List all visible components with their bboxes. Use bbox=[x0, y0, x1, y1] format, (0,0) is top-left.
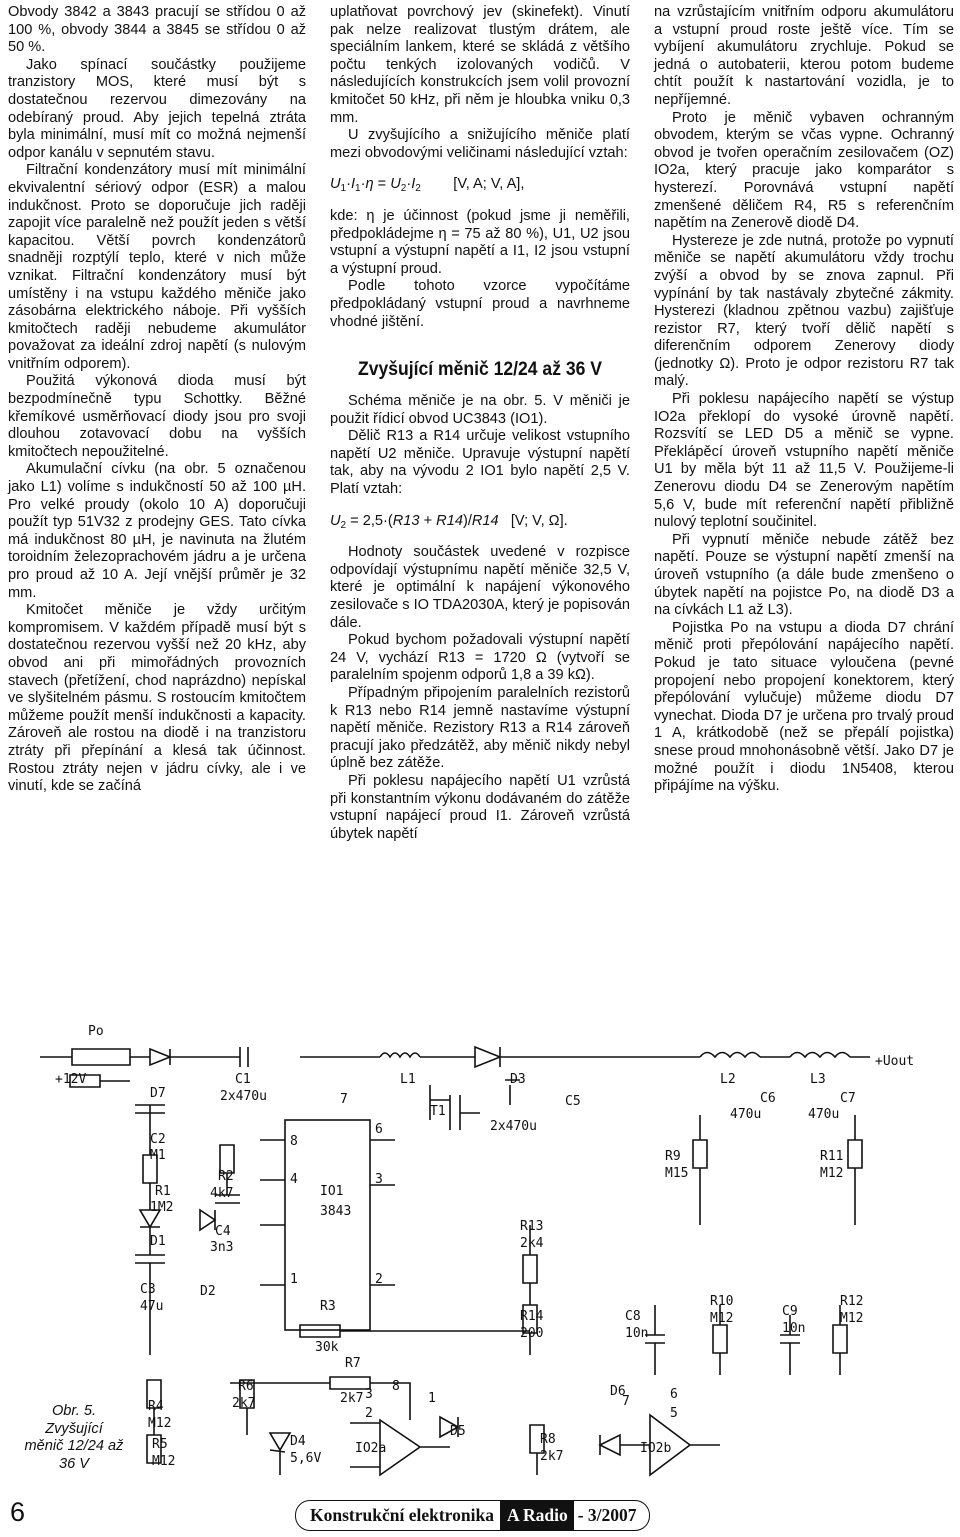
formula-divider: $U_2 = 2,5\cdot(R13 + R14)/R14$ [V; V, Ω]. bbox=[330, 512, 568, 531]
opamp-pin-2: 2 bbox=[365, 1406, 373, 1421]
label-vin: +12V bbox=[55, 1072, 87, 1087]
paragraph: Proto je měnič vybaven ochranným obvodem, kterým se včas vypne. Ochranný obvod je tvořen operačním zesilovačem (OZ) IO2a, který pracuje jako komparátor s hysterezí. Porovnává vstupní napětí zmenšené děličem R4, R5 s referenčním napětím na Zenerově diodě D4. bbox=[654, 109, 954, 232]
pin-7: 7 bbox=[340, 1092, 348, 1107]
page-number: 6 bbox=[10, 1497, 26, 1527]
paragraph: Pojistka Po na vstupu a dioda D7 chrání měnič proti přepólování napájecího napětí. Pokud je tato situace vyloučena (pevné propojení nebo propojení konektorem, který přepólování vylučuje) můžeme diodu D7 vynechat. Dioda D7 je určena pro trvalý proud 1 A, krátkodobě (než se přepálí pojistka) snese proud mnohonásobně větší. Jako D7 je možné použít i diodu 1N5408, kterou připájíme na výšku. bbox=[654, 619, 954, 795]
label-r11: R11 bbox=[820, 1149, 844, 1164]
opamp-pin-8: 8 bbox=[392, 1379, 400, 1394]
formula-power: $U_1\cdot I_1\cdot\eta = U_2\cdot I_2$ [V, A; V, A], bbox=[330, 176, 525, 195]
label-r11v: M12 bbox=[820, 1166, 844, 1181]
label-d1: D1 bbox=[150, 1234, 166, 1249]
label-d2: D2 bbox=[200, 1284, 216, 1299]
pin-2: 2 bbox=[375, 1272, 383, 1287]
label-c9: C9 bbox=[782, 1304, 798, 1319]
paragraph: Při poklesu napájecího napětí se výstup IO2a překlopí do vysoké úrovně napětí. Rozsvítí se LED D5 a měnič se vypne. Překlápěcí úroveň vstupního napětí měniče U1 by měla být 11 až 11,5 V. Použijeme-li Zenerovu diodu D4 se Zenerovým napětím 5,6 V, bude mít referenční napětí přibližně nulový teplotní součinitel. bbox=[654, 391, 954, 531]
publication-name: Konstrukční elektronika bbox=[295, 1500, 501, 1531]
label-io2b: IO2b bbox=[640, 1441, 672, 1456]
label-r12v: M12 bbox=[840, 1311, 864, 1326]
label-c5v: 2x470u bbox=[490, 1119, 537, 1134]
label-l3: L3 bbox=[810, 1072, 826, 1087]
column-2 bbox=[330, 4, 630, 843]
label-r8v: 2k7 bbox=[540, 1449, 564, 1464]
section-heading: Zvyšující měnič 12/24 až 36 V bbox=[358, 358, 602, 381]
label-t1: T1 bbox=[430, 1104, 446, 1119]
label-c1v: 2x470u bbox=[220, 1089, 267, 1104]
label-d4: D4 bbox=[290, 1434, 306, 1449]
label-r10: R10 bbox=[710, 1294, 734, 1309]
paragraph: Při vypnutí měniče nebude zátěž bez napětí. Pouze se výstupní napětí zmenší na úroveň vstupního (a dále bude zmenšeno o úbytek napětí na pojistce Po, na diodě D3 a na cívkách L1 až L3). bbox=[654, 531, 954, 619]
label-c8: C8 bbox=[625, 1309, 641, 1324]
label-r3v: 30k bbox=[315, 1340, 339, 1355]
paragraph: kde: η je účinnost (pokud jsme ji neměřili, předpokládejme η = 75 až 80 %), U1, U2 jsou vstupní a výstupní napětí a I1, I2 jsou vstupní a výstupní proud. bbox=[330, 207, 630, 277]
circuit-schematic bbox=[0, 1005, 960, 1485]
label-c5: C5 bbox=[565, 1094, 581, 1109]
paragraph: Dělič R13 a R14 určuje velikost vstupního napětí U2 měniče. Upravuje výstupní napětí tak, aby na vývodu 2 IO1 bylo napětí 2,5 V. Platí vztah: bbox=[330, 428, 630, 498]
label-c1: C1 bbox=[235, 1072, 251, 1087]
paragraph: Schéma měniče je na obr. 5. V měniči je použit řídicí obvod UC3843 (IO1). bbox=[330, 393, 630, 427]
pin-6: 6 bbox=[375, 1122, 383, 1137]
label-c3: C3 bbox=[140, 1282, 156, 1297]
label-c3v: 47u bbox=[140, 1299, 164, 1314]
label-c7: C7 bbox=[840, 1091, 856, 1106]
label-io2a: IO2a bbox=[355, 1441, 387, 1456]
figure-caption: Obr. 5. Zvyšující měnič 12/24 až 36 V bbox=[24, 1403, 124, 1472]
label-vout: +Uout bbox=[875, 1054, 915, 1069]
label-l1: L1 bbox=[400, 1072, 416, 1087]
column-1 bbox=[8, 4, 306, 796]
label-c6: C6 bbox=[760, 1091, 776, 1106]
pin-4: 4 bbox=[290, 1172, 298, 1187]
paragraph: Akumulační cívku (na obr. 5 označenou jako L1) volíme s indukčností 50 až 100 µH. Pro velké proudy (okolo 10 A) doporučuji použít typ 51V32 z prodejny GES. Tato cívka má indukčnost 80 µH, je navinuta na žlutém toroidním železoprachovém jádru a je určena pro proud až 10 A. Její vnější průměr je 32 mm. bbox=[8, 461, 306, 601]
label-d5: D5 bbox=[450, 1424, 466, 1439]
paragraph: Použitá výkonová dioda musí být bezpodmínečně typu Schottky. Běžné křemíkové usměrňovací diody jsou pro svoji dlouhou zotavovací dobu na vyšších kmitočtech nepoužitelné. bbox=[8, 373, 306, 460]
paragraph: U zvyšujícího a snižujícího měniče platí mezi obvodovými veličinami následující vztah: bbox=[330, 127, 630, 161]
label-r2: R2 bbox=[218, 1169, 234, 1184]
label-d3: D3 bbox=[510, 1072, 526, 1087]
label-r14: R14 bbox=[520, 1309, 544, 1324]
issue-number: - 3/2007 bbox=[574, 1500, 650, 1531]
label-r2v: 4k7 bbox=[210, 1186, 234, 1201]
label-c9v: 10n bbox=[782, 1321, 806, 1336]
paragraph: na vzrůstajícím vnitřním odporu akumulátoru a vstupní proud roste ještě více. Tím se vybíjení akumulátoru zrychluje. Pokud se jedná o autobaterii, kterou potom budeme chtít použít k nastartování vozidla, je to nepříjemné. bbox=[654, 4, 954, 108]
column-3 bbox=[654, 4, 954, 796]
label-r5: R5 bbox=[152, 1437, 168, 1452]
label-l2: L2 bbox=[720, 1072, 736, 1087]
label-d6: D6 bbox=[610, 1384, 626, 1399]
pin-1: 1 bbox=[290, 1272, 298, 1287]
label-io1v: 3843 bbox=[320, 1204, 352, 1219]
label-c4v: 3n3 bbox=[210, 1240, 234, 1255]
paragraph: Filtrační kondenzátory musí mít minimální ekvivalentní sériový odpor (ESR) a malou indukčnost. Proto se doporučuje jich raději zapojit více paralelně než použít jeden s větší kapacitou. Větší povrch kondenzátorů snadněji rozptýlí teplo, které v nich může vznikat. Filtrační kondenzátory musí být umístěny i na vstupu každého měniče jako zásobárna elektrického náboje. Při vyšších kmitočtech raději nebudeme akumulátor považovat za ideální zdroj napětí (s nulovým vnitřním odporem). bbox=[8, 162, 306, 372]
label-r3: R3 bbox=[320, 1299, 336, 1314]
label-d4v: 5,6V bbox=[290, 1451, 322, 1466]
label-r6v: 2k7 bbox=[232, 1396, 256, 1411]
label-r9: R9 bbox=[665, 1149, 681, 1164]
paragraph: Podle tohoto vzorce vypočítáme předpokládaný vstupní proud a navrhneme vhodné jištění. bbox=[330, 278, 630, 330]
label-c2v: M1 bbox=[150, 1148, 166, 1163]
paragraph: Obvody 3842 a 3843 pracují se střídou 0 až 100 %, obvody 3844 a 3845 se střídou 0 až 50 %. bbox=[8, 4, 306, 56]
label-c7v: 470u bbox=[808, 1107, 840, 1122]
label-io1: IO1 bbox=[320, 1184, 344, 1199]
label-r7: R7 bbox=[345, 1356, 361, 1371]
label-r4v: M12 bbox=[148, 1416, 172, 1431]
pin-8: 8 bbox=[290, 1134, 298, 1149]
opamp-pin-5: 5 bbox=[670, 1406, 678, 1421]
label-r13v: 2k4 bbox=[520, 1236, 544, 1251]
paragraph: Při poklesu napájecího napětí U1 vzrůstá při konstantním výkonu dodávaném do zátěže vstupní napájecí proud I1. Zároveň vzrůstá úbytek napětí bbox=[330, 772, 630, 842]
paragraph: Hystereze je zde nutná, protože po vypnutí měniče se napětí akumulátoru vždy trochu zvýší a obvod by se znova zapnul. Při vypínání by tak nastávaly zbytečné zákmity. Hysterezi (kladnou zpětnou vazbu) zajišťuje rezistor R7, který tvoří dělič napětí s diferenčním odporem Zenerovy diody (jednotky Ω). Proto je odpor rezistoru R7 tak malý. bbox=[654, 232, 954, 390]
label-d7: D7 bbox=[150, 1086, 166, 1101]
brand-badge: A Radio bbox=[501, 1500, 574, 1531]
opamp-pin-1: 1 bbox=[428, 1391, 436, 1406]
label-c4: C4 bbox=[215, 1224, 231, 1239]
label-r4: R4 bbox=[148, 1399, 164, 1414]
label-r13: R13 bbox=[520, 1219, 544, 1234]
label-r6: R6 bbox=[238, 1379, 254, 1394]
label-r12: R12 bbox=[840, 1294, 864, 1309]
label-r5v: M12 bbox=[152, 1454, 176, 1469]
paragraph: Případným připojením paralelních rezistorů k R13 nebo R14 jemně nastavíme výstupní napětí měniče. Rezistory R13 a R14 zároveň pracují jako předzátěž, aby měnič nikdy nebyl úplně bez zátěže. bbox=[330, 685, 630, 772]
label-c2: C2 bbox=[150, 1132, 166, 1147]
paragraph: Pokud bychom požadovali výstupní napětí 24 V, vychází R13 = 1720 Ω (vytvoří se paralelním spojenm odporů 1,8 a 39 kΩ). bbox=[330, 632, 630, 684]
label-r14v: 200 bbox=[520, 1326, 544, 1341]
label-r1: R1 bbox=[155, 1184, 171, 1199]
paragraph: Kmitočet měniče je vždy určitým kompromisem. V každém případě musí být s dostatečnou rezervou vyšší než 20 kHz, aby obvod ani při mimořádných provozních stavech (přetížení, chod naprázdno) nepískal ve slyšitelném pásmu. S rostoucím kmitočtem můžeme použít menší indukčnosti a kapacity. Zároveň ale rostou na diodě i na tranzistoru ztráty při přepínání a klesá tak účinnost. Rostou ztráty nejen v jádru cívky, ale i ve vinutí, kde se začíná bbox=[8, 602, 306, 795]
label-r1v: 1M2 bbox=[150, 1200, 174, 1215]
label-r9v: M15 bbox=[665, 1166, 689, 1181]
paragraph: uplatňovat povrchový jev (skinefekt). Vinutí pak nelze realizovat tlustým drátem, ale speciálním lankem, které se skládá z většího počtu tenkých izolovaných vodičů. V následujících konstrukcích jsem volil provozní kmitočet 50 kHz, při něm je hloubka vniku 0,3 mm. bbox=[330, 4, 630, 126]
opamp-pin-6: 6 bbox=[670, 1387, 678, 1402]
label-r7v: 2k7 bbox=[340, 1391, 364, 1406]
label-c6v: 470u bbox=[730, 1107, 762, 1122]
label-r10v: M12 bbox=[710, 1311, 734, 1326]
footer-banner bbox=[295, 1500, 650, 1531]
pin-3: 3 bbox=[375, 1172, 383, 1187]
label-po: Po bbox=[88, 1024, 104, 1039]
opamp-pin-7: 7 bbox=[622, 1394, 630, 1409]
paragraph: Hodnoty součástek uvedené v rozpisce odpovídají výstupnímu napětí měniče 32,5 V, které je optimální k napájení výkonového zesilovače s IO TDA2030A, který je popisován dále. bbox=[330, 544, 630, 631]
opamp-pin-3: 3 bbox=[365, 1387, 373, 1402]
label-c8v: 10n bbox=[625, 1326, 649, 1341]
label-r8: R8 bbox=[540, 1432, 556, 1447]
paragraph: Jako spínací součástky použijeme tranzistory MOS, které musí být s dostatečnou rezervou dimezovány na odebíraný proud. Aby jejich tepelná ztráta byla minimální, musí mít co možná nejmenší odpor kanálu v sepnutém stavu. bbox=[8, 56, 306, 161]
